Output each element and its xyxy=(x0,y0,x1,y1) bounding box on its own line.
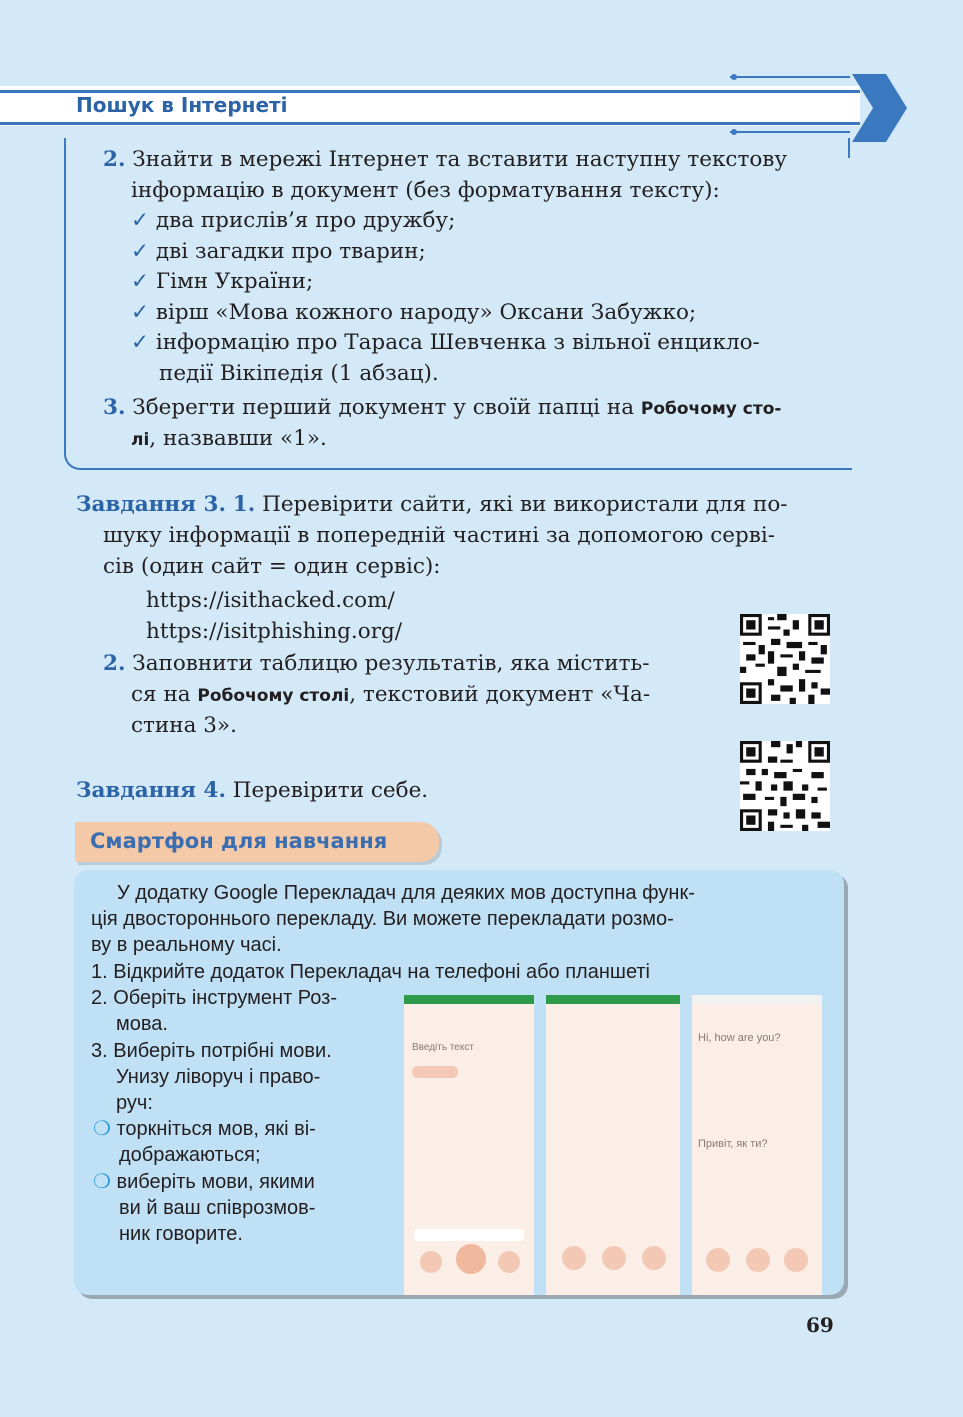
panel-bullet: ви й ваш співрозмов- xyxy=(119,1197,316,1219)
panel-step-3: 3. Виберіть потрібні мови. xyxy=(91,1040,332,1062)
panel-bullet: ❍ торкніться мов, які ві- xyxy=(93,1118,316,1140)
chevron-arrow-icon xyxy=(700,64,920,144)
task-4: Завдання 4. Перевірити себе. xyxy=(76,778,429,803)
check-item: ✓ дві загадки про тварин; xyxy=(131,239,426,264)
language-bar xyxy=(414,1229,524,1241)
page-number: 69 xyxy=(806,1313,834,1337)
list-item-2-cont: інформацію в документ (без форматування тексту): xyxy=(131,178,720,203)
qr-code-icon[interactable] xyxy=(740,741,830,831)
phone-screenshot xyxy=(692,995,822,1295)
mic-icon xyxy=(456,1244,486,1274)
url-link[interactable]: https://isitphishing.org/ xyxy=(146,619,402,644)
check-icon: ✓ xyxy=(131,208,150,233)
conversation-answer: Привіт, як ти? xyxy=(698,1138,768,1150)
mic-icon xyxy=(602,1246,626,1270)
qr-code-icon[interactable] xyxy=(740,614,830,704)
list-item-2: 2. Знайти в мережі Інтернет та вставити наступну текстову xyxy=(103,147,788,172)
circle-bullet-icon: ❍ xyxy=(93,1171,111,1193)
mic-icon xyxy=(784,1248,808,1272)
mic-icon xyxy=(562,1246,586,1270)
phone-screenshot xyxy=(404,995,534,1295)
check-icon: ✓ xyxy=(131,330,150,355)
chip xyxy=(412,1066,458,1078)
task-3: Завдання 3. 1. Перевірити сайти, які ви використали для по- xyxy=(76,492,788,517)
panel-step-2: мова. xyxy=(116,1013,168,1035)
mic-icon xyxy=(642,1246,666,1270)
list-item-3: 3. Зберегти перший документ у своїй папці на Робочому сто- xyxy=(103,395,782,420)
check-icon: ✓ xyxy=(131,239,150,264)
task-3-item-2-cont: стина 3». xyxy=(131,713,237,738)
check-item: ✓ два прислів’я про дружбу; xyxy=(131,208,456,233)
check-icon: ✓ xyxy=(131,269,150,294)
panel-bullet: дображаються; xyxy=(119,1144,261,1166)
check-item: ✓ вірш «Мова кожного народу» Оксани Забужко; xyxy=(131,300,697,325)
phone-screenshot xyxy=(546,995,680,1295)
check-item: ✓ Гімн України; xyxy=(131,269,314,294)
task-3-item-2-cont: ся на Робочому столі, текстовий документ «Ча- xyxy=(131,682,651,707)
check-icon: ✓ xyxy=(131,300,150,325)
list-item-3-cont: лі, назвавши «1». xyxy=(131,426,327,451)
check-item: ✓ інформацію про Тараса Шевченка з вільної енцикло- xyxy=(131,330,760,355)
section-title: Пошук в Інтернеті xyxy=(76,93,288,117)
panel-step-3: Унизу ліворуч і право- xyxy=(116,1066,321,1088)
mic-icon xyxy=(420,1251,442,1273)
url-link[interactable]: https://isithacked.com/ xyxy=(146,588,395,613)
task-frame-right xyxy=(848,138,850,158)
task-3-line: сів (один сайт = один сервіс): xyxy=(103,554,441,579)
task-3-line: шуку інформації в попередній частині за допомогою серві- xyxy=(103,523,775,548)
mic-icon xyxy=(498,1251,520,1273)
mic-icon xyxy=(706,1248,730,1272)
panel-step-2: 2. Оберіть інструмент Роз- xyxy=(91,987,337,1009)
section-tab-title: Смартфон для навчання xyxy=(90,829,388,853)
input-hint: Введіть текст xyxy=(412,1042,474,1053)
panel-bullet: ❍ виберіть мови, якими xyxy=(93,1171,315,1193)
mic-icon xyxy=(746,1248,770,1272)
conversation-question: Hi, how are you? xyxy=(698,1032,781,1044)
panel-paragraph: У додатку Google Перекладач для деяких мов доступна функ- xyxy=(117,882,695,904)
panel-paragraph: ція двостороннього перекладу. Ви можете перекладати розмо- xyxy=(91,908,674,930)
task-3-item-2: 2. Заповнити таблицю результатів, яка містить- xyxy=(103,651,650,676)
circle-bullet-icon: ❍ xyxy=(93,1118,111,1140)
panel-bullet: ник говорите. xyxy=(119,1223,243,1245)
check-item-cont: педії Вікіпедія (1 абзац). xyxy=(159,361,439,386)
panel-paragraph: ву в реальному часі. xyxy=(91,934,282,956)
panel-step-1: 1. Відкрийте додаток Перекладач на телефоні або планшеті xyxy=(91,961,651,983)
panel-step-3: руч: xyxy=(116,1092,153,1114)
